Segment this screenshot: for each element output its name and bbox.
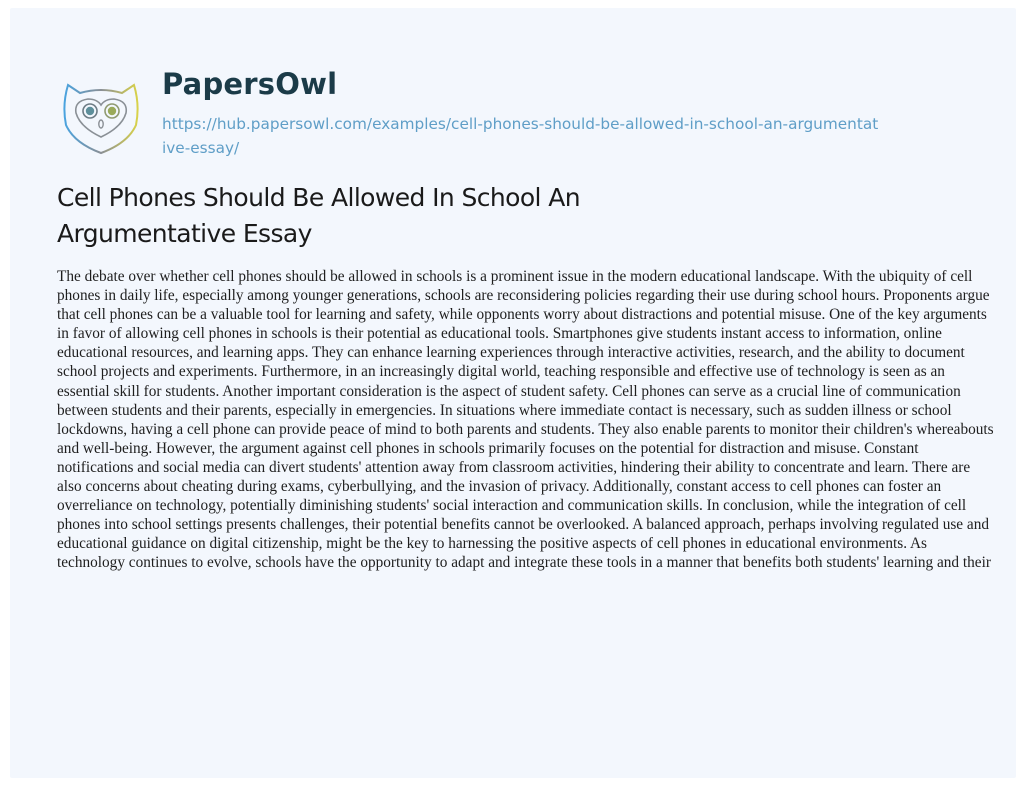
- brand-name: PapersOwl: [162, 67, 338, 101]
- essay-body: The debate over whether cell phones should be allowed in schools is a prominent issue in the modern educational landscape. With the ubiquity of cell phones in daily life, especially among younger generations, schools are reconsidering policies regarding their use during school hours. Proponents argue that cell phones can be a valuable tool for learning and safety, while opponents worry about distractions and potential misuse. One of the key arguments in favor of allowing cell phones in schools is their potential as educational tools. Smartphones give students instant access to information, online educational resources, and learning apps. They can enhance learning experiences through interactive activities, research, and the ability to document school projects and experiments. Furthermore, in an increasingly digital world, teaching responsible and effective use of technology is seen as an essential skill for students. Another important consideration is the aspect of student safety. Cell phones can serve as a crucial line of communication between students and their parents, especially in emergencies. In situations where immediate contact is necessary, such as sudden illness or school lockdowns, having a cell phone can provide peace of mind to both parents and students. They also enable parents to monitor their children's whereabouts and well-being. However, the argument against cell phones in schools primarily focuses on the potential for distraction and misuse. Constant notifications and social media can divert students' attention away from classroom activities, hindering their ability to concentrate and learn. There are also concerns about cheating during exams, cyberbullying, and the invasion of privacy. Additionally, constant access to cell phones can foster an overreliance on technology, potentially diminishing students' social interaction and communication skills. In conclusion, while the integration of cell phones into school settings presents challenges, their potential benefits cannot be overlooked. A balanced approach, perhaps involving regulated use and educational guidance on digital citizenship, might be the key to harnessing the positive aspects of cell phones in educational environments. As technology continues to evolve, schools have the opportunity to adapt and integrate these tools in a manner that benefits both students' learning and their: [57, 268, 994, 572]
- owl-logo-svg: [60, 75, 142, 155]
- essay-title: Cell Phones Should Be Allowed In School An Argumentative Essay: [57, 183, 580, 248]
- owl-logo-icon: [60, 75, 142, 155]
- essay-url-link[interactable]: https://hub.papersowl.com/examples/cell-phones-should-be-allowed-in-school-an-argumentative-essay/: [162, 115, 879, 157]
- essay-card: [10, 8, 1016, 778]
